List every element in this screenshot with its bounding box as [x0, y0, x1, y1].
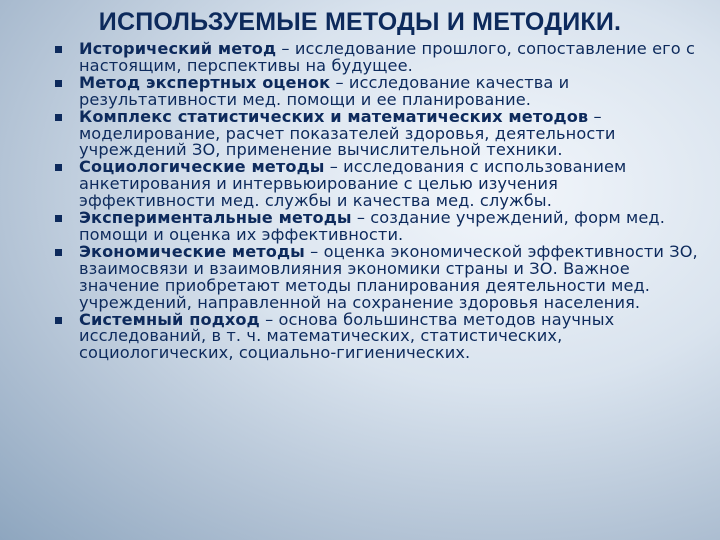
square-bullet-icon	[55, 46, 62, 53]
square-bullet-icon	[55, 249, 62, 256]
item-description: – исследования с использованием анкетирования и интервьюирование с целью изучения эффективности мед. службы и качества мед. службы.	[79, 157, 627, 211]
item-description: – моделирование, расчет показателей здоровья, деятельности учреждений ЗО, применение вычислительной техники.	[79, 106, 616, 160]
square-bullet-icon	[55, 317, 62, 324]
list-item-expert	[0, 72, 720, 109]
item-description: – оценка экономической эффективности ЗО, взаимосвязи и взаимовлияния экономики страны и ЗО. Важное значение приобретают методы планирования деятельности мед. учреждений, направленной на сохранение здоровья населения.	[79, 241, 698, 312]
item-description: – исследование прошлого, сопоставление его с настоящим, перспективы на будущее.	[79, 39, 695, 75]
item-term: Исторический метод	[79, 39, 277, 58]
item-description: – исследование качества и результативности мед. помощи и ее планирование.	[79, 72, 570, 109]
list-item-sociological	[0, 159, 720, 210]
item-term: Метод экспертных оценок	[79, 72, 331, 92]
list-item-historical	[0, 41, 720, 75]
item-term: Системный подход	[79, 309, 260, 329]
item-description: – основа большинства методов научных исследований, в т. ч. математических, статистических, социологических, социально-гигиенических.	[79, 309, 615, 363]
list-item-economic	[0, 241, 720, 312]
square-bullet-icon	[55, 80, 62, 87]
item-description: – создание учреждений, форм мед. помощи и оценка их эффективности.	[79, 208, 665, 244]
list-item-systemic	[0, 309, 720, 363]
list-item-experimental	[0, 210, 720, 244]
square-bullet-icon	[55, 215, 62, 222]
item-term: Комплекс статистических и математических методов	[79, 106, 589, 126]
square-bullet-icon	[55, 114, 62, 121]
list-item-statistical	[0, 106, 720, 160]
methods-list	[0, 41, 720, 362]
item-term: Социологические методы	[79, 157, 325, 177]
item-term: Экспериментальные методы	[79, 208, 352, 228]
slide-title: ИСПОЛЬЗУЕМЫЕ МЕТОДЫ И МЕТОДИКИ.	[98, 8, 622, 36]
item-term: Экономические методы	[79, 241, 305, 261]
square-bullet-icon	[55, 164, 62, 171]
